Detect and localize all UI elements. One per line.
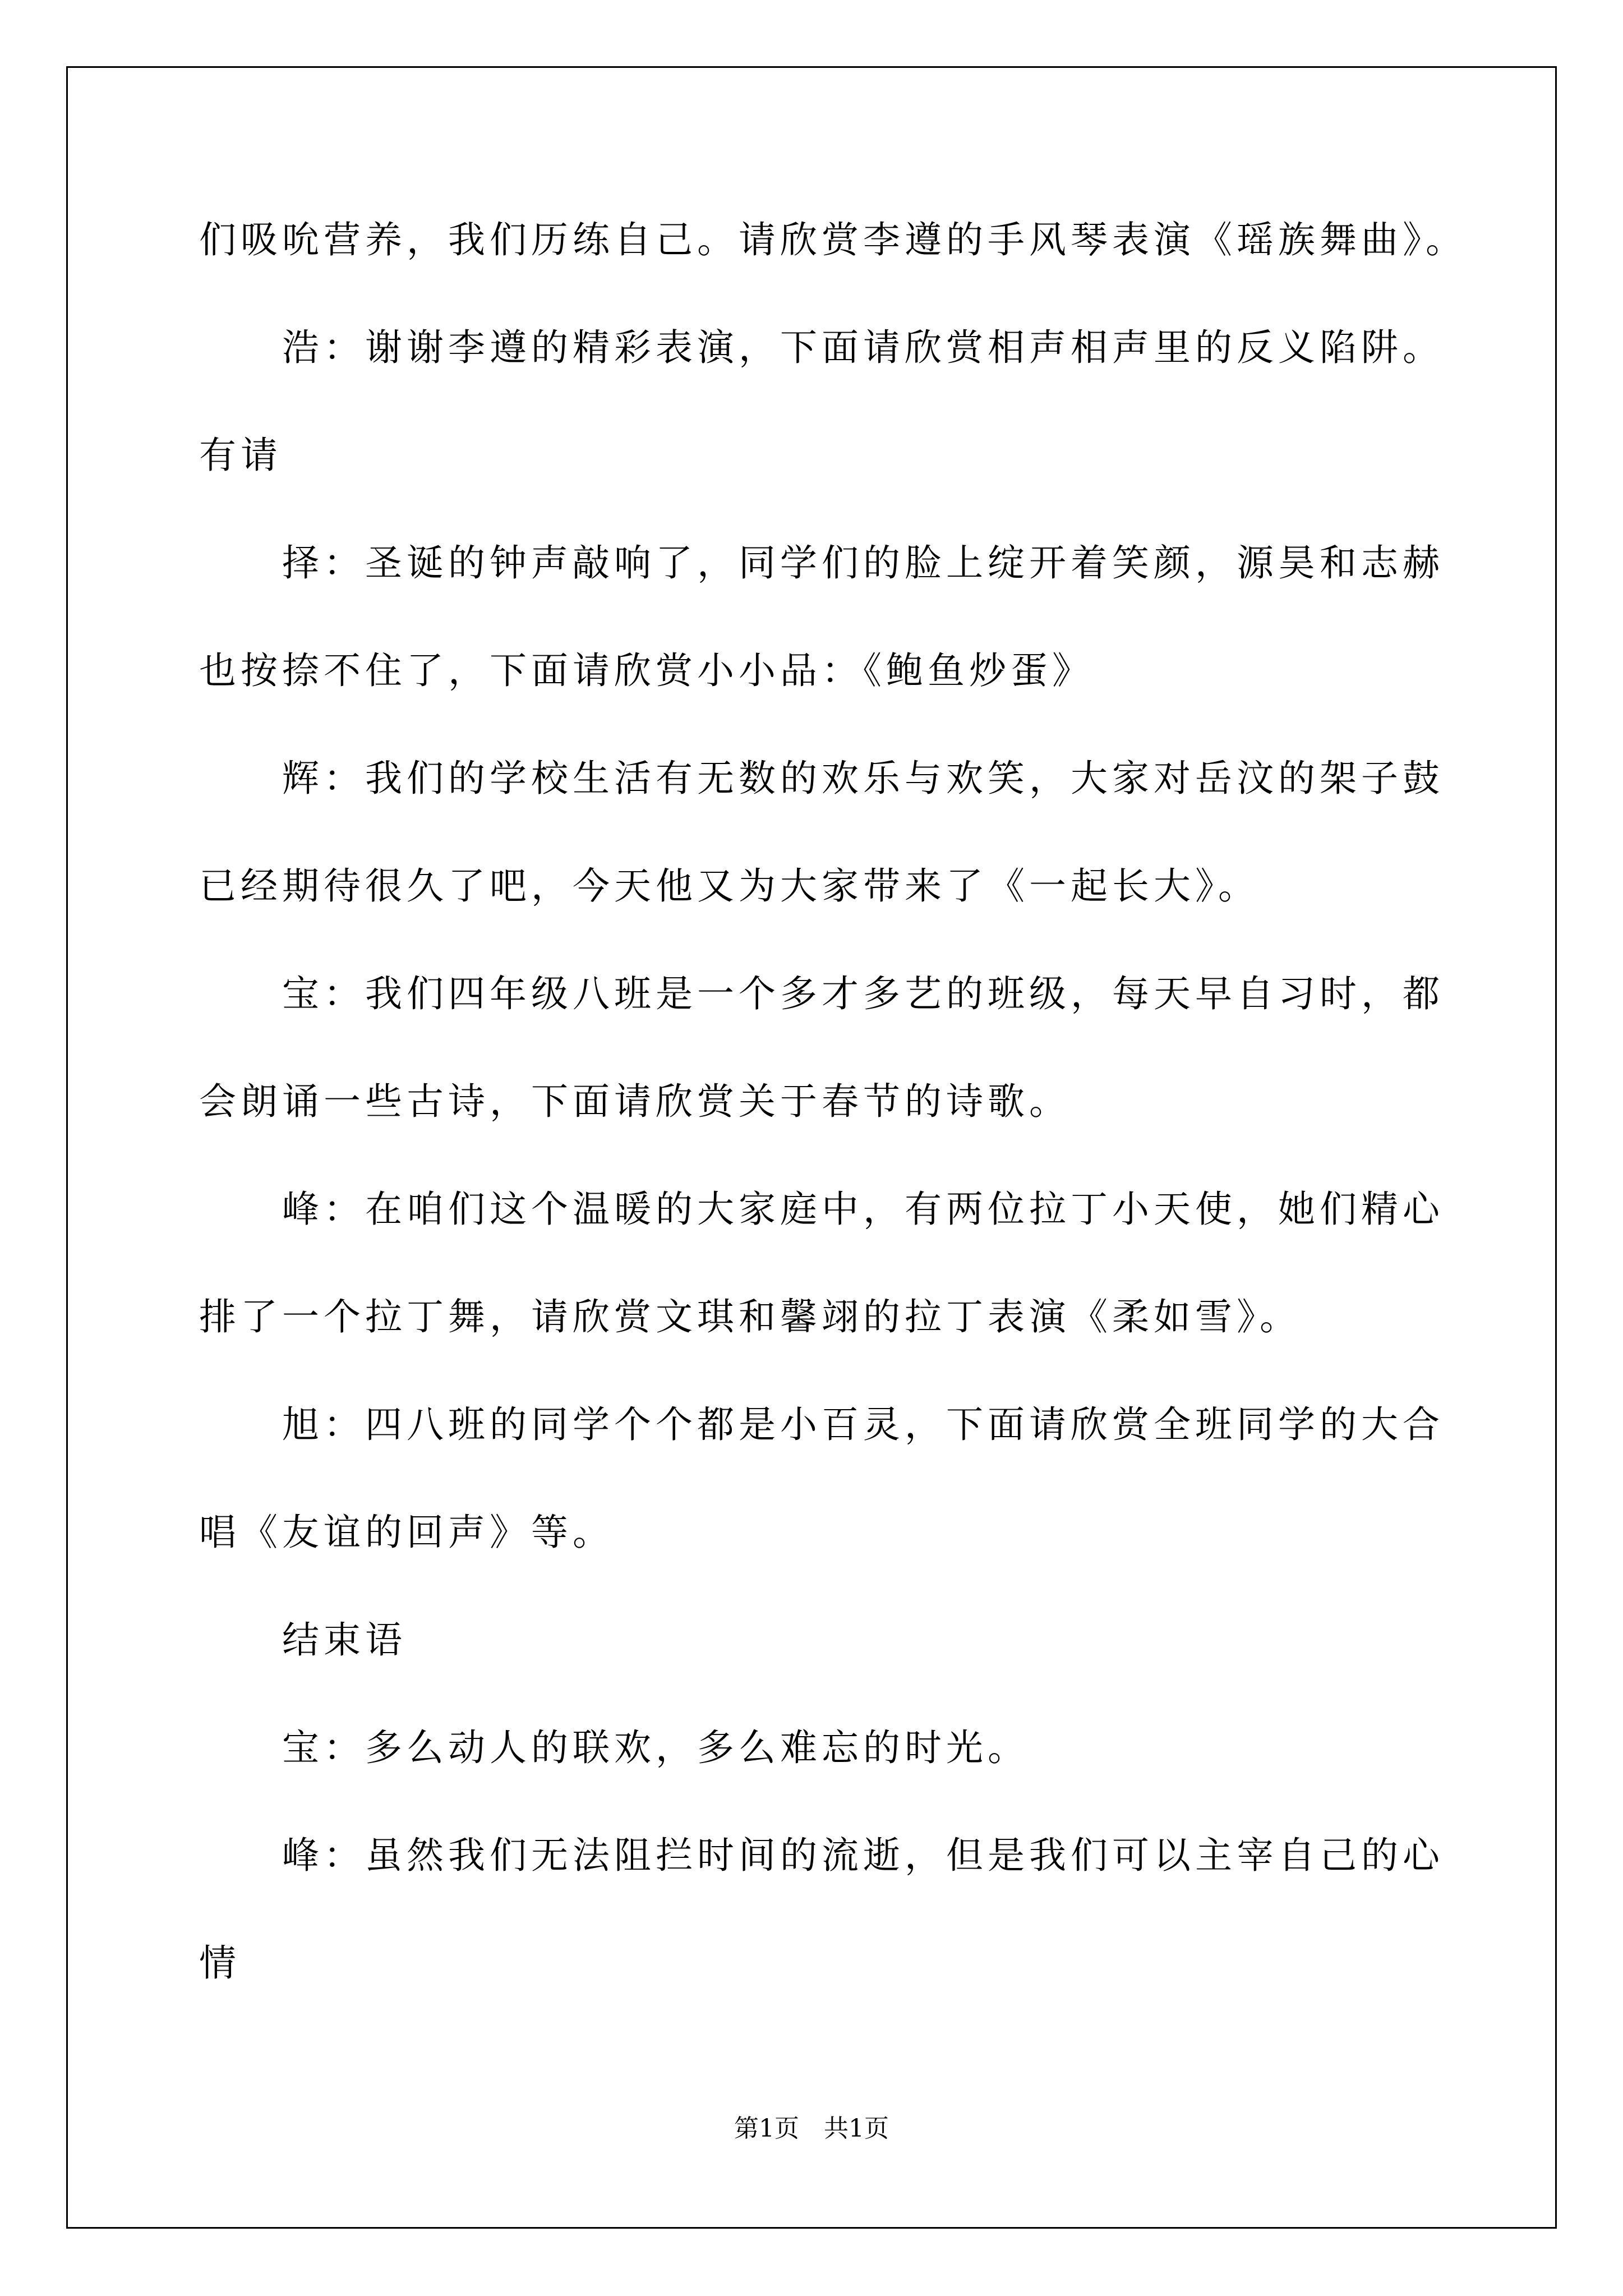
text-line: 旭：四八班的同学个个都是小百灵，下面请欣赏全班同学的大合 [282,1403,1444,1446]
document-body [199,213,1467,1990]
text-line: 已经期待很久了吧，今天他又为大家带来了《一起长大》。 [199,864,1260,908]
text-line: 排了一个拉丁舞，请欣赏文琪和馨翊的拉丁表演《柔如雪》。 [199,1295,1301,1338]
text-line: 择：圣诞的钟声敲响了，同学们的脸上绽开着笑颜，源昊和志赫 [282,541,1444,585]
text-line: 宝：我们四年级八班是一个多才多艺的班级，每天早自习时，都 [282,972,1444,1015]
text-line: 有请 [199,434,282,477]
text-line: 也按捺不住了，下面请欣赏小小品：《鲍鱼炒蛋》 [199,649,1094,692]
page-number: 第1页 共1页 [734,2114,889,2143]
text-line: 会朗诵一些古诗，下面请欣赏关于春节的诗歌。 [199,1080,1071,1123]
text-line: 们吸吮营养，我们历练自己。请欣赏李遵的手风琴表演《瑶族舞曲》。 [199,218,1467,261]
text-line: 宝：多么动人的联欢，多么难忘的时光。 [282,1726,1029,1769]
text-line: 浩：谢谢李遵的精彩表演，下面请欣赏相声相声里的反义陷阱。 [282,326,1444,369]
text-line: 唱《友谊的回声》等。 [199,1511,614,1554]
text-line: 峰：在咱们这个温暖的大家庭中，有两位拉丁小天使，她们精心 [282,1188,1444,1231]
section-heading: 结束语 [282,1618,407,1662]
text-line: 辉：我们的学校生活有无数的欢乐与欢笑，大家对岳汶的架子鼓 [282,757,1444,800]
text-line: 峰：虽然我们无法阻拦时间的流逝，但是我们可以主宰自己的心 [282,1834,1444,1877]
text-line: 情 [199,1941,241,1985]
